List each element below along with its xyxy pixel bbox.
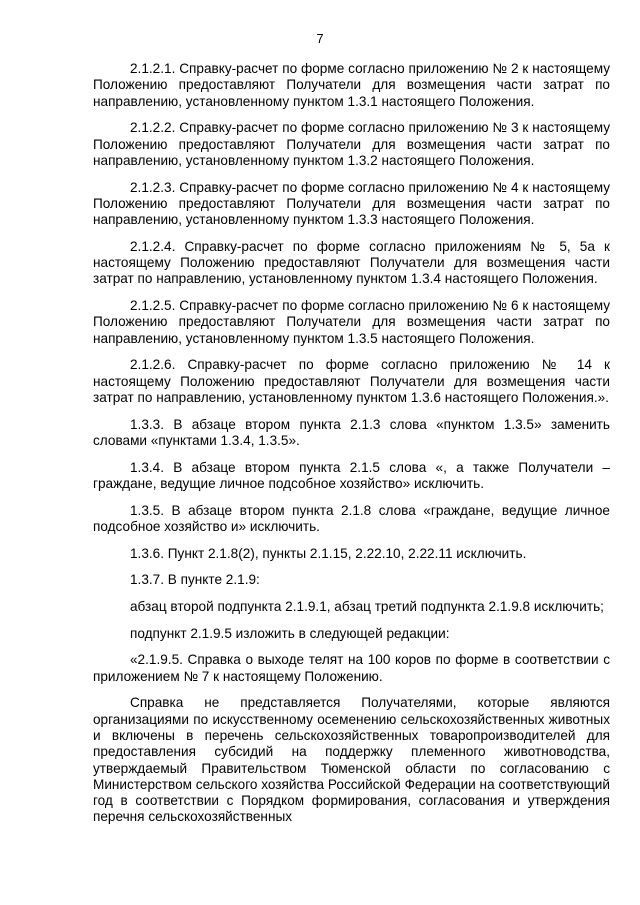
paragraph-2-1-9-5-text: «2.1.9.5. Справка о выходе телят на 100 коров по форме в соответствии с приложением № 7 к настоящему Положению. <box>93 652 610 684</box>
page-number: 7 <box>316 31 324 46</box>
document-body <box>93 61 610 836</box>
paragraph-podpunkt-2-1-9-5: подпункт 2.1.9.5 изложить в следующей редакции: <box>130 625 450 641</box>
paragraph-2-1-2-6: 2.1.2.6. Справку-расчет по форме согласно приложению № 14 к настоящему Положению предоставляют Получатели для возмещения части затрат по направлению, установленному пунктом 1.3.6 настоящего Положения.». <box>93 357 610 405</box>
paragraph-2-1-2-3: 2.1.2.3. Справку-расчет по форме согласно приложению № 4 к настоящему Положению предоставляют Получатели для возмещения части затрат по направлению, установленному пунктом 1.3.3 настоящего Положения. <box>93 179 610 228</box>
paragraph-2-1-2-5: 2.1.2.5. Справку-расчет по форме согласно приложению № 6 к настоящему Положению предоставляют Получатели для возмещения части затрат по направлению, установленному пунктом 1.3.5 настоящего Положения. <box>93 298 610 346</box>
paragraph-1-3-6: 1.3.6. Пункт 2.1.8(2), пункты 2.1.15, 2.22.10, 2.22.11 исключить. <box>130 545 527 561</box>
paragraph-1-3-4: 1.3.4. В абзаце втором пункта 2.1.5 слова «, а также Получатели – граждане, ведущие личное подсобное хозяйство» исключить. <box>93 459 610 491</box>
paragraph-1-3-3: 1.3.3. В абзаце втором пункта 2.1.3 слова «пунктом 1.3.5» заменить словами «пунктами 1.3.4, 1.3.5». <box>93 416 610 448</box>
paragraph-spravka-ne-predstavlyaetsya: Справка не представляется Получателями, которые являются организациями по искусственному осеменению сельскохозяйственных животных и включены в перечень сельскохозяйственных товаропроизводителей для предоставления субсидий на поддержку племенного животноводства, утверждаемый Правительством Тюменской области по согласованию с Министерством сельского хозяйства Российской Федерации на соответствующий год в соответствии с Порядком формирования, согласования и утверждения перечня сельскохозяйственных <box>93 695 610 825</box>
paragraph-2-1-2-2: 2.1.2.2. Справку-расчет по форме согласно приложению № 3 к настоящему Положению предоставляют Получатели для возмещения части затрат по направлению, установленному пунктом 1.3.2 настоящего Положения. <box>93 120 610 168</box>
paragraph-abzac-vtoroj: абзац второй подпункта 2.1.9.1, абзац третий подпункта 2.1.9.8 исключить; <box>130 599 604 615</box>
paragraph-2-1-2-1: 2.1.2.1. Справку-расчет по форме согласно приложению № 2 к настоящему Положению предоставляют Получатели для возмещения части затрат по направлению, установленному пунктом 1.3.1 настоящего Положения. <box>93 61 610 109</box>
paragraph-1-3-5: 1.3.5. В абзаце втором пункта 2.1.8 слова «граждане, ведущие личное подсобное хозяйство и» исключить. <box>93 502 610 534</box>
paragraph-1-3-7: 1.3.7. В пункте 2.1.9: <box>130 572 260 588</box>
paragraph-2-1-2-4: 2.1.2.4. Справку-расчет по форме согласно приложениям № 5, 5а к настоящему Положению предоставляют Получатели для возмещения части затрат по направлению, установленному пунктом 1.3.4 настоящего Положения. <box>93 238 610 287</box>
